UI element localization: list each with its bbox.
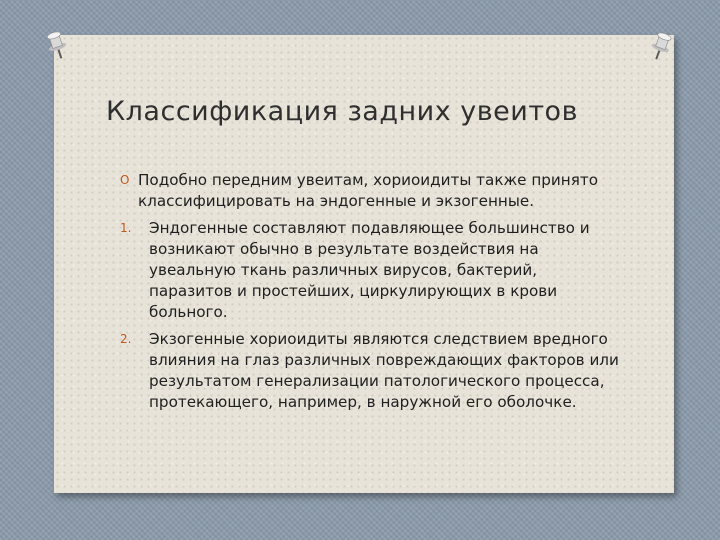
intro-paragraph bbox=[120, 170, 620, 212]
list-number: 2. bbox=[120, 332, 132, 346]
list-number: 1. bbox=[120, 221, 132, 235]
slide-title: Классификация задних увеитов bbox=[106, 96, 578, 127]
list-item-text: Экзогенные хориоидиты являются следствием вредного влияния на глаз различных повреждающих факторов или результатом генерализации патологического процесса, протекающего, например, в наружной его оболочке. bbox=[149, 330, 619, 411]
list-item bbox=[120, 218, 620, 323]
slide-body bbox=[120, 170, 620, 419]
intro-text: Подобно передним увеитам, хориоидиты также принято классифицировать на эндогенные и экзогенные. bbox=[138, 171, 599, 210]
list-item bbox=[120, 329, 620, 413]
list-item-text: Эндогенные составляют подавляющее большинство и возникают обычно в результате воздействия на увеальную ткань различных вирусов, бактерий, паразитов и простейших, циркулирующих в крови больного. bbox=[149, 219, 590, 321]
bullet-marker: O bbox=[120, 173, 130, 187]
